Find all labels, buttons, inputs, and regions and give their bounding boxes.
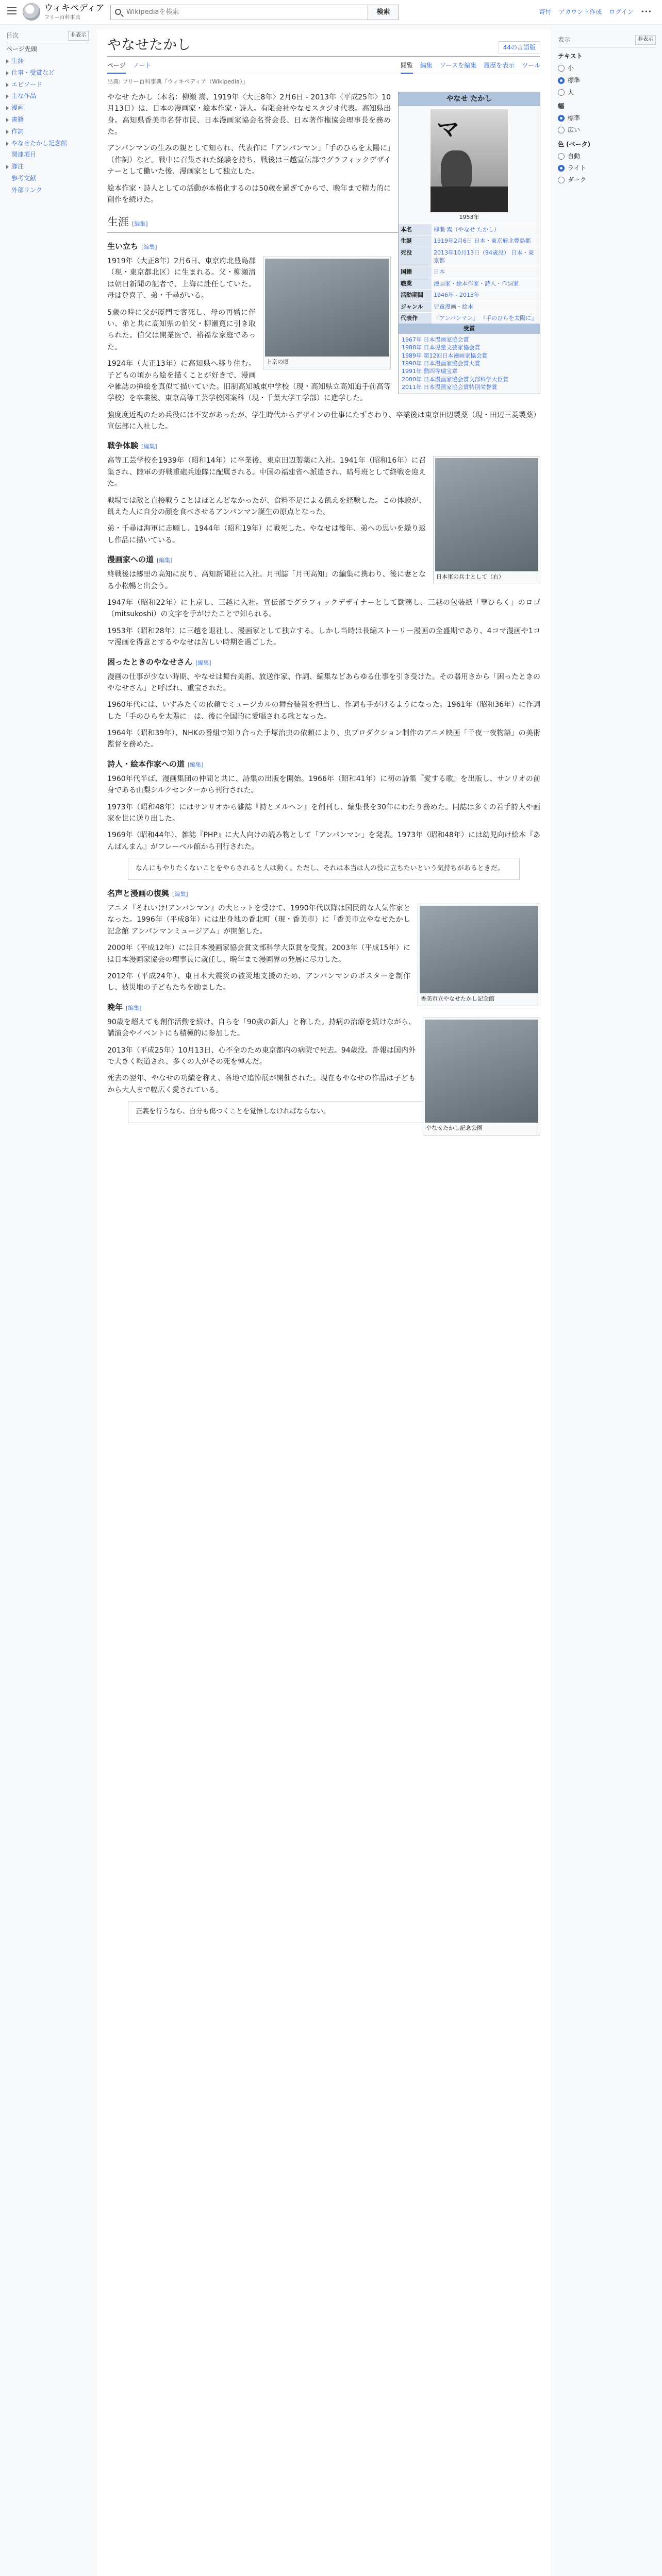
infobox-value: 『アンパンマン』 『手のひらを太陽に』 (434, 314, 537, 321)
edit-link[interactable]: [編集] (132, 221, 148, 228)
search-button[interactable]: 検索 (368, 5, 399, 20)
thumbnail-caption: 上京の頃 (266, 358, 289, 365)
infobox-key: 国籍 (399, 266, 432, 277)
search-form (110, 5, 399, 20)
paragraph: 2012年（平成24年）、東日本大震災の被災地支援のため、アンパンマンのポスターを制作し、被災地の子どもたちを励ました。 (107, 972, 410, 992)
infobox-value: 1946年 - 2013年 (434, 292, 479, 299)
tagline: フリー百科事典 (44, 15, 80, 21)
quote-box: なんにもやりたくないことをやらされると人は動く。ただし、それは本当は人の役に立ちたいという気持ちがあるときだ。 (128, 858, 520, 880)
infobox-row (399, 224, 540, 235)
appearance-hide-button[interactable]: 非表示 (635, 35, 656, 45)
paragraph: 高等工芸学校を1939年（昭和14年）に卒業後、東京田辺製薬に入社。1941年（昭和16年）に召集され、陸軍の野戦重砲兵連隊に配属される。中国の福建省へ派遣され、暗号班として終戦を迎えた。 (107, 456, 426, 488)
radio-icon[interactable] (558, 65, 565, 72)
wikipedia-logo-icon[interactable] (23, 3, 40, 21)
awards-header: 受賞 (399, 324, 540, 333)
infobox-key: ジャンル (399, 301, 432, 312)
subsection-title: 戦争体験 (107, 441, 139, 451)
tab-page[interactable]: ページ (107, 59, 126, 74)
radio-label: ライト (568, 164, 586, 172)
toc-item[interactable]: 参考文献 (11, 174, 37, 182)
toc-hide-button[interactable]: 非表示 (68, 31, 89, 41)
thumbnail (423, 1018, 540, 1136)
more-icon[interactable]: ••• (640, 8, 652, 15)
toc-item[interactable]: 関連項目 (11, 151, 37, 159)
lead-paragraph: アンパンマンの生みの親として知られ、代表作に「アンパンマン」「手のひらを太陽に」（作詞）など。戦中に召集された経験を持ち、戦後は三越宣伝部でグラフィックデザイナーとして働いた後、漫画家として独立した。 (107, 144, 391, 176)
toc-title: 目次 (6, 32, 19, 39)
subsection-heading (107, 887, 540, 900)
appearance-header (558, 35, 656, 47)
infobox-row (399, 266, 540, 277)
thumbnail (433, 456, 540, 584)
toc-item[interactable]: 主な作品 (6, 90, 89, 102)
quote-box: 正義を行うなら、自分も傷つくことを覚悟しなければならない。 (128, 1101, 520, 1123)
width-options (558, 113, 656, 135)
wordmark[interactable]: ウィキペディア (44, 3, 105, 13)
award-item[interactable]: 1989年 第12回日本漫画家協会賞 (402, 352, 488, 359)
subsection-heading (107, 656, 540, 668)
paragraph: 弟・千尋は海軍に志願し、1944年（昭和19年）に戦死した。やなせは後年、弟への思いを繰り返し作品に描いている。 (107, 524, 426, 545)
infobox-row (399, 289, 540, 300)
source-note: 出典: フリー百科事典『ウィキペディア（Wikipedia）』 (107, 78, 249, 86)
toc-header (6, 31, 89, 43)
paragraph: 1924年（大正13年）に高知県へ移り住む。子どもの頃から絵を描くことが好きで、漫画や雑誌の挿絵を真似て描いていた。旧制高知城東中学校（現・高知県立高知追手前高等学校）を卒業後、東京高等工芸学校図案科（現・千葉大学工学部）に進学した。 (107, 360, 391, 403)
lead-paragraph: やなせ たかし（本名：柳瀬 嵩、1919年〈大正8年〉2月6日 - 2013年〈平成25年〉10月13日）は、日本の漫画家・絵本作家・詩人。有限会社やなせスタジオ代表。高知県出身。高知県香美市名誉市民、日本漫画家協会名誉会長、日本著作権協会理事長を務めた。 (107, 93, 391, 137)
subsection-title: 晩年 (107, 1002, 123, 1012)
radio-label: 大 (568, 88, 574, 96)
toc-item[interactable]: エピソード (6, 79, 89, 91)
donate-link[interactable]: 寄付 (539, 8, 552, 15)
subsection-title: 名声と漫画の復興 (107, 889, 170, 899)
radio-icon[interactable] (558, 153, 565, 160)
thumbnail-image[interactable] (435, 458, 538, 571)
award-item[interactable]: 1990年 日本漫画家協会賞大賞 (402, 360, 481, 367)
section-title: 生涯 (107, 216, 129, 229)
toc-item[interactable]: 漫画 (6, 102, 89, 114)
paragraph: 2000年（平成12年）には日本漫画家協会賞文部科学大臣賞を受賞。2003年（平成15年）には日本漫画家協会の理事長に就任し、晩年まで漫画界の発展に尽力した。 (107, 944, 410, 964)
user-links (539, 7, 652, 17)
paragraph: 死去の翌年、やなせの功績を称え、各地で追悼展が開催された。現在もやなせの作品は子どもから大人まで幅広く愛されている。 (107, 1074, 416, 1094)
radio-icon[interactable] (558, 77, 565, 84)
radio-icon[interactable] (558, 165, 565, 172)
toc-item[interactable]: 仕事・受賞など (6, 67, 89, 79)
appearance-title: 表示 (558, 36, 571, 43)
subsection-title: 生い立ち (107, 241, 139, 251)
subsection-title: 漫画家への道 (107, 555, 154, 565)
subsection-heading (107, 758, 540, 770)
infobox-image-caption: 1953年 (459, 214, 479, 221)
color-options (558, 151, 656, 185)
paragraph: 終戦後は郷里の高知に戻り、高知新聞社に入社。月刊誌「月刊高知」の編集に携わり、後に妻となる小松暢と出会う。 (107, 570, 426, 590)
infobox-key: 活動期間 (399, 290, 432, 300)
toc-list (6, 43, 89, 196)
radio-label: 広い (568, 126, 581, 134)
award-item[interactable]: 1988年 日本児童文芸家協会賞 (402, 344, 481, 351)
portrait-image[interactable]: マ (431, 109, 508, 212)
subsection-heading (107, 439, 540, 452)
title-row (107, 36, 540, 57)
paragraph: 2013年（平成25年）10月13日、心不全のため東京都内の病院で死去。94歳没。訃報は国内外で大きく報道され、多くの人がその死を悼んだ。 (107, 1046, 416, 1066)
award-item[interactable]: 1991年 勲四等瑞宝章 (402, 368, 458, 375)
tab-talk[interactable]: ノート (133, 62, 152, 70)
toc-item[interactable]: 脚注 (6, 161, 89, 173)
edit-link[interactable]: [編集] (157, 557, 173, 564)
infobox-rows (399, 224, 540, 324)
tab-tools[interactable]: ツール (522, 62, 540, 70)
toc-sidebar (6, 31, 89, 196)
toc-item[interactable]: やなせたかし記念館 (6, 138, 89, 149)
radio-icon[interactable] (558, 115, 565, 122)
search-icon (115, 9, 121, 15)
edit-link[interactable]: [編集] (141, 243, 157, 250)
awards-list (399, 334, 540, 394)
radio-label: 小 (568, 64, 574, 72)
infobox-value: 2013年10月13日（94歳没） 日本・東京都 (434, 249, 534, 264)
radio-icon[interactable] (558, 127, 565, 133)
paragraph: 漫画の仕事が少ない時期、やなせは舞台美術、放送作家、作詞、編集などあらゆる仕事を引き受けた。その器用さから「困ったときのやなせさん」と呼ばれ、重宝された。 (107, 672, 540, 692)
toc-item[interactable]: 書籍 (6, 114, 89, 126)
toc-item[interactable]: 外部リンク (11, 186, 42, 194)
menu-icon[interactable] (7, 7, 16, 14)
search-box[interactable] (110, 5, 368, 20)
width-label: 幅 (558, 102, 565, 110)
top-bar (0, 0, 662, 25)
radio-option[interactable] (558, 113, 656, 123)
search-input[interactable] (125, 8, 383, 16)
paragraph: 90歳を超えても創作活動を続け、自らを「90歳の新人」と称した。持病の治療を続けながら、講演会やイベントにも積極的に参加した。 (107, 1018, 416, 1038)
radio-icon[interactable] (558, 177, 565, 183)
radio-option[interactable] (558, 151, 656, 161)
login-link[interactable]: ログイン (609, 8, 634, 15)
infobox-row (399, 312, 540, 324)
thumbnail (263, 257, 391, 369)
page-title: やなせたかし (107, 37, 191, 53)
thumbnail (418, 904, 540, 1006)
toc-item[interactable]: 生涯 (6, 55, 89, 67)
award-item[interactable]: 2011年 日本漫画家協会賞特別栄誉賞 (402, 384, 498, 391)
thumbnail-image[interactable] (265, 259, 389, 357)
thumbnail-caption: 日本軍の兵士として（右） (436, 573, 504, 581)
infobox-key: 死没 (399, 247, 432, 266)
radio-option[interactable] (558, 76, 656, 86)
infobox-key: 本名 (399, 224, 432, 235)
infobox-row (399, 301, 540, 312)
radio-option[interactable] (558, 175, 656, 185)
lead-paragraph: 絵本作家・詩人としての活動が本格化するのは50歳を過ぎてからで、晩年まで精力的に創作を続けた。 (107, 184, 391, 204)
paragraph: 戦場では敵と直接戦うことはほとんどなかったが、食料不足による飢えを経験した。この体験が、飢えた人に自分の顔を食べさせるアンパンマン誕生の原点となった。 (107, 496, 426, 517)
radio-label: 標準 (568, 114, 581, 122)
text-size-label: テキスト (558, 53, 583, 60)
radio-label: 標準 (568, 76, 581, 84)
infobox-row (399, 235, 540, 246)
radio-option[interactable] (558, 63, 656, 73)
edit-link[interactable]: [編集] (172, 891, 188, 898)
infobox-value: 柳瀬 嵩（やなせ たかし） (434, 226, 500, 233)
paragraph: 5歳の時に父が厦門で客死し、母の再婚に伴い、弟と共に高知県の伯父・柳瀬寛に引き取られた。伯父は開業医で、裕福な家庭であった。 (107, 308, 256, 351)
infobox-key: 代表作 (399, 313, 432, 324)
paragraph: 1919年（大正8年）2月6日、東京府北豊島郡（現・東京都北区）に生まれる。父・柳瀬清は朝日新聞の記者で、上海に赴任していた。母は登喜子、弟・千尋がいる。 (107, 257, 256, 300)
edit-link[interactable]: [編集] (126, 1004, 142, 1011)
paragraph: 1960年代半ば、漫画集団の仲間と共に、詩集の出版を開始。1966年（昭和41年）に初の詩集『愛する歌』を出版し、サンリオの前身である山梨シルクセンターから刊行された。 (107, 774, 540, 795)
infobox (398, 92, 540, 394)
infobox-key: 職業 (399, 278, 432, 289)
award-item[interactable]: 1967年 日本漫画家協会賞 (402, 336, 469, 343)
tab-edit-source[interactable]: ソースを編集 (439, 62, 477, 70)
paragraph: 1960年代には、いずみたくの依頼でミュージカルの舞台装置を担当し、作詞も手がけるようになった。1961年（昭和36年）に作詞した「手のひらを太陽に」は、後に全国的に愛唱される歌となった。 (107, 701, 540, 721)
thumbnail-image[interactable] (425, 1020, 538, 1123)
paragraph: 1964年（昭和39年）、NHKの番組で知り合った手塚治虫の依頼により、虫プロダクション制作のアニメ映画「千夜一夜物語」の美術監督を務めた。 (107, 729, 540, 749)
tab-history[interactable]: 履歴を表示 (484, 62, 515, 70)
paragraph: 1969年（昭和44年）、雑誌『PHP』に大人向けの読み物として「アンパンマン」を発表。1973年（昭和48年）には幼児向け絵本『あんぱんまん』がフレーベル館から刊行された。 (107, 831, 540, 851)
appearance-panel (558, 31, 656, 187)
infobox-row (399, 278, 540, 289)
radio-option[interactable] (558, 125, 656, 135)
paragraph: アニメ『それいけ!アンパンマン』の大ヒットを受けて、1990年代以降は国民的な人気作家となった。1996年（平成8年）には出身地の香北町（現・香美市）に「香美市立やなせたかし記念館 アンパンマンミュージアム」が開館した。 (107, 904, 410, 936)
infobox-value: 児童漫画・絵本 (434, 303, 473, 310)
article-main (97, 30, 551, 2576)
tab-read[interactable]: 閲覧 (401, 59, 413, 74)
edit-link[interactable]: [編集] (195, 659, 211, 666)
page-tabs (107, 59, 540, 74)
subsection-title: 困ったときのやなせさん (107, 657, 193, 667)
radio-option[interactable] (558, 163, 656, 173)
infobox-title: やなせ たかし (399, 92, 540, 107)
radio-option[interactable] (558, 88, 656, 97)
color-label: 色 (ベータ) (558, 140, 591, 148)
subsection-title: 詩人・絵本作家への道 (107, 759, 185, 769)
infobox-row (399, 247, 540, 266)
edit-link[interactable]: [編集] (141, 443, 157, 450)
thumbnail-image[interactable] (420, 906, 538, 993)
award-item[interactable]: 2000年 日本漫画家協会賞文部科学大臣賞 (402, 376, 509, 383)
edit-link[interactable]: [編集] (188, 761, 204, 768)
infobox-value: 漫画家・絵本作家・詩人・作詞家 (434, 280, 519, 287)
paragraph: 強度度近視のため兵役には不安があったが、学生時代からデザインの仕事にたずさわり、卒業後は東京田辺製薬（現・田辺三菱製薬）宣伝部に入社した。 (107, 411, 540, 431)
radio-label: 自動 (568, 152, 581, 160)
paragraph: 1953年（昭和28年）に三越を退社し、漫画家として独立する。しかし当時は長編ストーリー漫画の全盛期であり、4コマ漫画や1コマ漫画を得意とするやなせは苦しい時期を過ごした。 (107, 626, 540, 647)
tab-edit[interactable]: 編集 (420, 62, 433, 70)
paragraph: 1947年（昭和22年）に上京し、三越に入社。宣伝部でグラフィックデザイナーとして勤務し、三越の包装紙「華ひらく」のロゴ（mitsukoshi）の文字を手がけたことで知られる。 (107, 598, 540, 619)
thumbnail-caption: 香美市立やなせたかし記念館 (421, 995, 494, 1003)
create-account-link[interactable]: アカウント作成 (558, 8, 602, 15)
toc-item[interactable]: ページ先頭 (6, 45, 37, 53)
radio-label: ダーク (568, 176, 587, 184)
infobox-value: 1919年2月6日 日本・東京府北豊島郡 (434, 238, 531, 245)
language-button[interactable]: 44の言語版 (499, 41, 540, 54)
toc-item[interactable]: 作詞 (6, 126, 89, 138)
infobox-key: 生誕 (399, 235, 432, 246)
paragraph: 1973年（昭和48年）にはサンリオから雑誌『詩とメルヘン』を創刊し、編集長を30年にわたり務めた。同誌は多くの若手詩人や画家を世に送り出した。 (107, 803, 540, 823)
radio-icon[interactable] (558, 89, 565, 96)
text-size-options (558, 63, 656, 97)
thumbnail-caption: やなせたかし記念公園 (426, 1124, 483, 1131)
infobox-value: 日本 (434, 268, 445, 276)
